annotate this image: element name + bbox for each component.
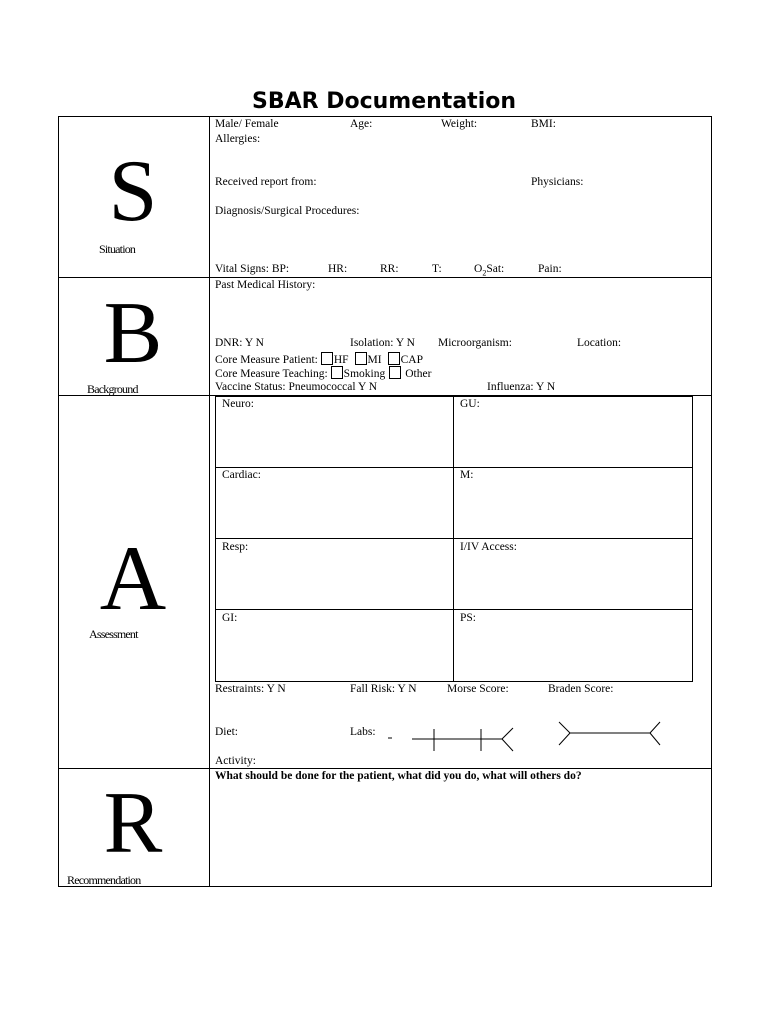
braden-score-field[interactable]: Braden Score:	[548, 683, 614, 695]
other-checkbox[interactable]	[389, 366, 401, 379]
pmh-field[interactable]: Past Medical History:	[215, 279, 316, 291]
situation-label: Situation	[99, 242, 136, 256]
labs-field[interactable]: Labs:	[350, 726, 376, 738]
recommendation-label: Recommendation	[67, 873, 141, 887]
core-measure-teaching-row	[215, 366, 431, 381]
assessment-grid	[215, 396, 693, 682]
background-label: Background	[87, 382, 138, 396]
other-label: Other	[405, 368, 432, 380]
hf-checkbox[interactable]	[321, 352, 333, 365]
isolation-field[interactable]: Isolation: Y N	[350, 337, 415, 349]
activity-field[interactable]: Activity:	[215, 755, 256, 767]
smoking-checkbox[interactable]	[331, 366, 343, 379]
influenza-field[interactable]: Influenza: Y N	[487, 381, 556, 393]
ps-cell[interactable]: PS:	[460, 612, 476, 624]
column-divider	[209, 116, 210, 887]
gi-cell[interactable]: GI:	[222, 612, 238, 624]
lab-fishbone-cbc-diagram	[556, 718, 662, 748]
background-letter: B	[103, 285, 163, 382]
allergies-field[interactable]: Allergies:	[215, 133, 261, 145]
mi-checkbox[interactable]	[355, 352, 367, 365]
o2sat-sub: 2	[482, 268, 487, 278]
cap-label: CAP	[400, 354, 423, 366]
o2sat-rest: Sat:	[486, 263, 505, 275]
page-title: SBAR Documentation	[251, 89, 517, 114]
neuro-cell[interactable]: Neuro:	[222, 398, 254, 410]
iv-access-cell[interactable]: I/IV Access:	[460, 541, 517, 553]
core-measure-patient-label: Core Measure Patient:	[215, 354, 318, 366]
situation-letter: S	[108, 143, 158, 240]
grid-row-line	[215, 609, 693, 610]
core-measure-patient-row	[215, 352, 423, 367]
o2sat-o: O	[474, 263, 483, 275]
hr-field[interactable]: HR:	[328, 263, 348, 275]
pain-field[interactable]: Pain:	[538, 263, 562, 275]
physicians-field[interactable]: Physicians:	[531, 176, 584, 188]
vaccine-field[interactable]: Vaccine Status: Pneumococcal Y N	[215, 381, 378, 393]
m-cell[interactable]: M:	[460, 469, 474, 481]
restraints-field[interactable]: Restraints: Y N	[215, 683, 286, 695]
recommendation-letter: R	[103, 775, 163, 872]
fall-risk-field[interactable]: Fall Risk: Y N	[350, 683, 417, 695]
row-divider-a-r	[58, 768, 712, 769]
location-field[interactable]: Location:	[577, 337, 622, 349]
microorganism-field[interactable]: Microorganism:	[438, 337, 512, 349]
received-report-field[interactable]: Received report from:	[215, 176, 317, 188]
grid-row-line	[215, 467, 693, 468]
core-measure-teaching-label: Core Measure Teaching:	[215, 368, 328, 380]
grid-row-line	[215, 538, 693, 539]
sex-field[interactable]: Male/ Female	[215, 118, 279, 130]
gu-cell[interactable]: GU:	[460, 398, 480, 410]
dnr-field[interactable]: DNR: Y N	[215, 337, 264, 349]
bp-field[interactable]: Vital Signs: BP:	[215, 263, 290, 275]
o2sat-field[interactable]	[474, 263, 504, 279]
temp-field[interactable]: T:	[432, 263, 442, 275]
morse-score-field[interactable]: Morse Score:	[447, 683, 509, 695]
cardiac-cell[interactable]: Cardiac:	[222, 469, 261, 481]
assessment-grid-divider	[453, 396, 454, 682]
cap-checkbox[interactable]	[388, 352, 400, 365]
assessment-letter: A	[99, 527, 167, 629]
recommendation-prompt[interactable]: What should be done for the patient, what did you do, what will others do?	[215, 770, 582, 782]
diagnosis-field[interactable]: Diagnosis/Surgical Procedures:	[215, 205, 360, 217]
weight-field[interactable]: Weight:	[441, 118, 478, 130]
lab-fishbone-bmp-diagram	[386, 724, 518, 756]
age-field[interactable]: Age:	[350, 118, 373, 130]
smoking-label: Smoking	[343, 368, 386, 380]
mi-label: MI	[367, 354, 382, 366]
diet-field[interactable]: Diet:	[215, 726, 238, 738]
row-divider-s-b	[58, 277, 712, 278]
resp-cell[interactable]: Resp:	[222, 541, 249, 553]
rr-field[interactable]: RR:	[380, 263, 399, 275]
hf-label: HF	[333, 354, 349, 366]
assessment-label: Assessment	[89, 627, 138, 641]
bmi-field[interactable]: BMI:	[531, 118, 556, 130]
